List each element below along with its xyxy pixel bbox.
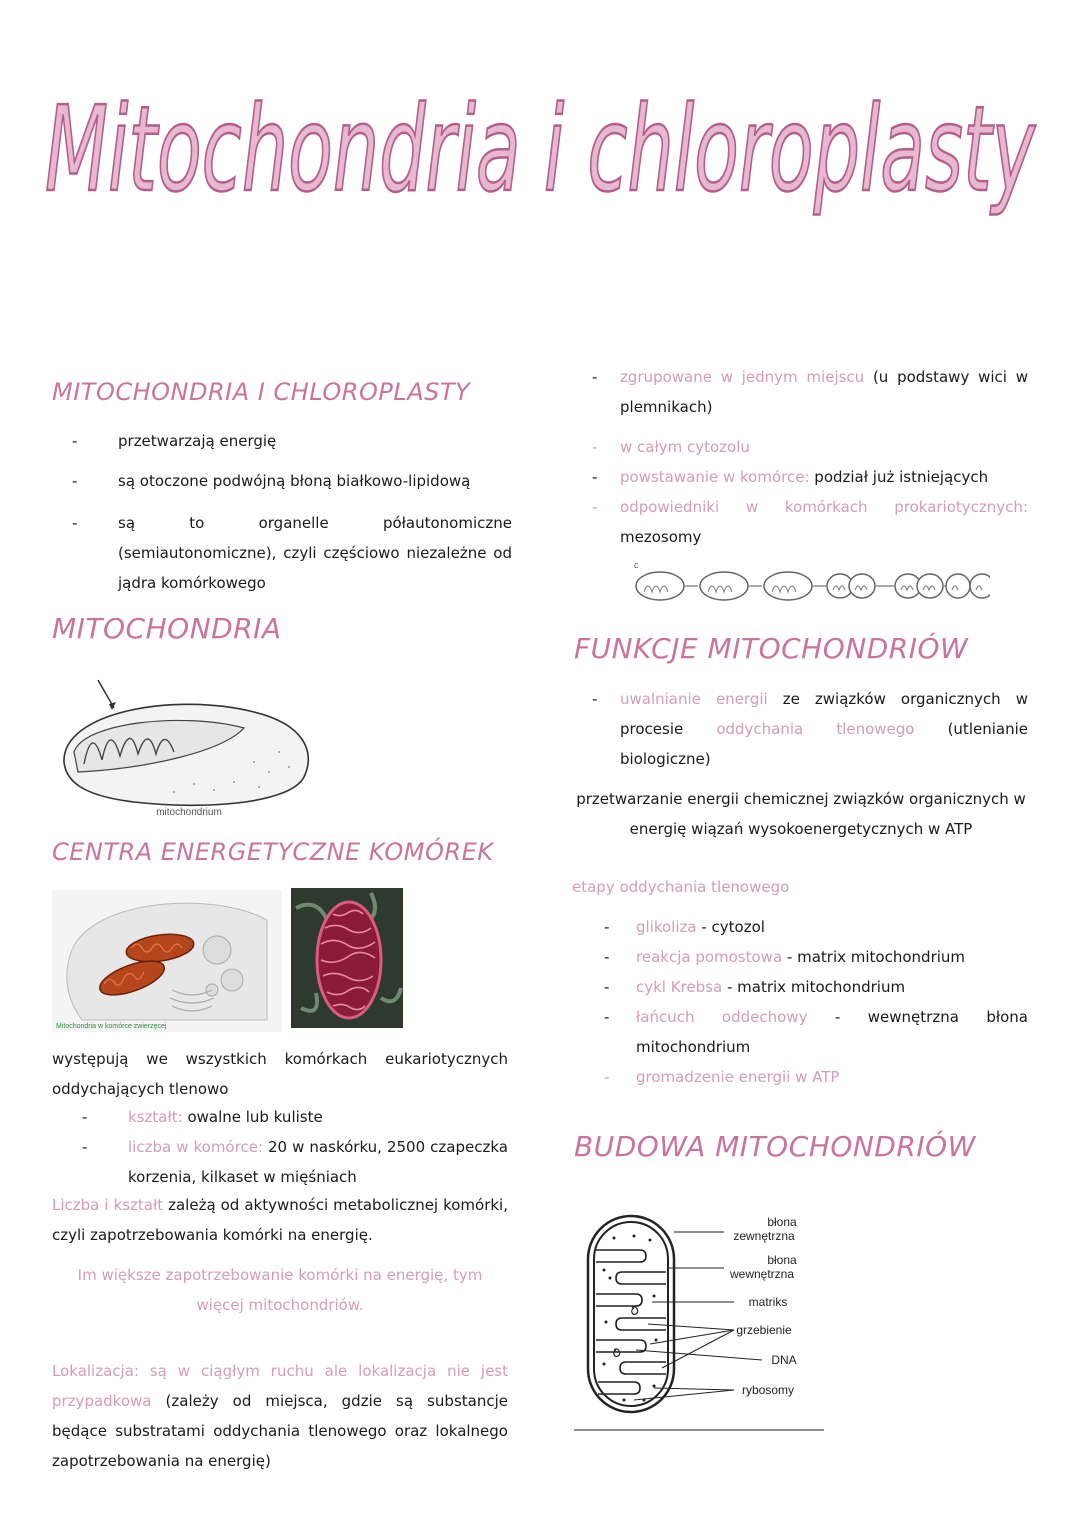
stage-name: cykl Krebsa [636,978,723,996]
func-release-label: uwalnianie energii [620,690,768,708]
list-item: - odpowiedniki w komórkach prokariotycznych: mezosomy [592,498,1028,546]
list-item: - glikoliza - cytozol [604,918,765,936]
count-label: liczba w komórce: [128,1138,263,1156]
number-shape-text [52,1190,508,1250]
formation-label: powstawanie w komórce: [620,468,810,486]
list-item: - przetwarzają energię [72,432,277,450]
shape-value: owalne lub kuliste [187,1108,323,1126]
list-item: - są otoczone podwójną błoną białkowo-lipidową [72,472,471,490]
list-item: - w całym cytozolu [592,432,1028,462]
list-item: - gromadzenie energii w ATP [604,1062,1028,1092]
mitochondrion-structure-diagram [574,1210,1034,1436]
list-item: - uwalnianie energii ze związków organicznych w procesie oddychania tlenowego (utlenianie biologiczne) [592,690,1028,768]
cell-mitochondria-image [52,890,282,1032]
stage-name: reakcja pomostowa [636,948,783,966]
label-inner-membrane-2: wewnętrzna [729,1267,795,1281]
list-item: - cykl Krebsa - matrix mitochondrium [604,978,906,996]
page-title [30,40,1050,280]
conversion-text: przetwarzanie energii chemicznej związków organicznych w energię wiązań wysokoenergetycznych w ATP [576,790,1026,838]
label-outer-membrane-1: błona [767,1215,797,1229]
list-item: - reakcja pomostowa - matrix mitochondrium [604,948,966,966]
number-shape-body: zależą od aktywności metabolicznej komórki, czyli zapotrzebowania komórki na energię. [52,1196,508,1244]
location-label: Lokalizacja: są w ciągłym ruchu ale lokalizacja nie jest przypadkowa [52,1362,508,1410]
stages-heading: etapy oddychania tlenowego [572,878,790,896]
fig1-caption: mitochondrium [156,807,222,818]
formation-text: podział już istniejących [814,468,989,486]
stage-name: gromadzenie energii w ATP [636,1068,840,1086]
heading-mitochondria: MITOCHONDRIA [52,612,282,645]
division-label: c [634,560,639,570]
location-body: (zależy od miejsca, gdzie są substancje będące substratami oddychania tlenowego oraz lokalnego zapotrzebowania na energię) [52,1392,508,1470]
occurrence-text: występują we wszystkich komórkach eukariotycznych oddychających tlenowo [52,1050,508,1098]
func-release-label2: oddychania tlenowego [716,720,915,738]
mitochondrium-drawing [54,672,324,822]
mitochondria-division-figure [630,558,990,604]
label-ribosomes: rybosomy [741,1383,795,1397]
equivalents-text: mezosomy [620,528,702,546]
stage-place: - matrix mitochondrium [726,978,906,996]
list-item: - kształt: owalne lub kuliste [82,1108,323,1126]
func-release-text1: ze związków organicznych w procesie [620,690,1028,738]
label-inner-membrane-1: błona [767,1253,797,1267]
stage-name: glikoliza [636,918,697,936]
grouped-text: (u podstawy wici w plemnikach) [620,368,1028,416]
list-item: - liczba w komórce: 20 w naskórku, 2500 czapeczka korzenia, kilkaset w mięśniach [82,1138,508,1186]
heading-mito-chloro: MITOCHONDRIA I CHLOROPLASTY [52,378,471,406]
number-shape-label: Liczba i kształt [52,1196,164,1214]
list-item: - łańcuch oddechowy - wewnętrzna błona mitochondrium [604,1008,1028,1056]
label-dna: DNA [771,1353,797,1367]
func-release-text2: (utlenianie biologiczne) [620,720,1028,768]
highlight-text: Im większe zapotrzebowanie komórki na energię, tym więcej mitochondriów. [77,1266,483,1314]
stage-place: - cytozol [701,918,765,936]
stage-name: łańcuch oddechowy [636,1008,808,1026]
list-item: - powstawanie w komórce: podział już istniejących [592,468,989,486]
location-text [52,1356,508,1476]
label-matrix: matriks [748,1295,788,1309]
list-item: - są to organelle półautonomiczne (semiautonomiczne), czyli częściowo niezależne od jądra komórkowego [72,514,512,592]
heading-energy-centers: CENTRA ENERGETYCZNE KOMÓREK [52,838,494,866]
stage-place: - wewnętrzna błona mitochondrium [636,1008,1028,1056]
grouped-label: zgrupowane w jednym miejscu [620,368,865,386]
equivalents-label: odpowiedniki w komórkach prokariotycznych: [620,498,1028,516]
shape-label: kształt: [128,1108,183,1126]
cytosol-text: w całym cytozolu [620,438,750,456]
label-outer-membrane-2: zewnętrzna [733,1229,795,1243]
stage-place: - matrix mitochondrium [786,948,966,966]
heading-functions: FUNKCJE MITOCHONDRIÓW [574,632,969,665]
list-item: - zgrupowane w jednym miejscu (u podstawy wici w plemnikach) [592,368,1028,416]
fig2-caption: Mitochondria w komórce zwierzęcej [56,1023,167,1030]
page-title-text: Mitochondria i chloroplasty [45,80,1037,218]
heading-structure: BUDOWA MITOCHONDRIÓW [574,1130,976,1163]
count-value: 20 w naskórku, 2500 czapeczka korzenia, kilkaset w mięśniach [128,1138,508,1186]
mitochondrion-micrograph [291,888,403,1028]
label-cristae: grzebienie [736,1323,792,1337]
